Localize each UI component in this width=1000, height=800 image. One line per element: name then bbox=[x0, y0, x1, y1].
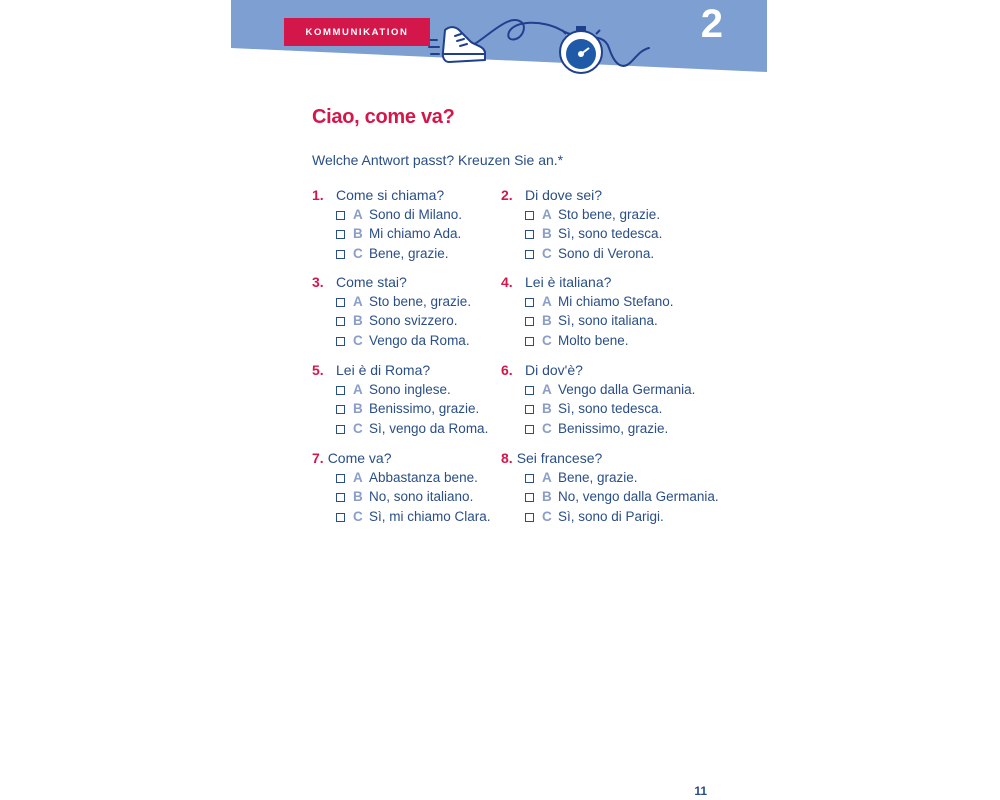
option-letter: B bbox=[353, 489, 363, 505]
option-letter: A bbox=[542, 207, 552, 222]
question-number: 3. bbox=[312, 274, 324, 290]
answer-option[interactable] bbox=[501, 331, 741, 350]
option-text: Sto bene, grazie. bbox=[558, 207, 661, 222]
question-number: 1. bbox=[312, 187, 324, 203]
option-letter: C bbox=[353, 245, 363, 261]
question-8 bbox=[501, 449, 741, 526]
option-letter: B bbox=[353, 226, 363, 242]
option-text: Sono inglese. bbox=[369, 382, 451, 397]
checkbox[interactable] bbox=[525, 386, 534, 395]
answer-option[interactable] bbox=[501, 380, 741, 399]
option-text: Mi chiamo Stefano. bbox=[558, 294, 674, 309]
header-banner bbox=[231, 0, 767, 80]
question-header bbox=[501, 449, 741, 468]
question-number: 8. bbox=[501, 450, 513, 466]
answer-option[interactable] bbox=[501, 399, 741, 418]
option-letter: A bbox=[353, 207, 363, 222]
page-number: 11 bbox=[694, 784, 707, 798]
option-text: Mi chiamo Ada. bbox=[369, 226, 462, 242]
page bbox=[231, 0, 767, 800]
option-letter: C bbox=[353, 420, 363, 436]
checkbox[interactable] bbox=[336, 425, 345, 434]
option-letter: C bbox=[542, 420, 552, 436]
option-text: Benissimo, grazie. bbox=[558, 420, 669, 436]
option-letter: A bbox=[353, 294, 363, 309]
option-letter: C bbox=[542, 508, 552, 524]
checkbox[interactable] bbox=[336, 337, 345, 346]
checkbox[interactable] bbox=[336, 317, 345, 326]
option-letter: A bbox=[353, 470, 363, 485]
question-number: 7. bbox=[312, 450, 324, 466]
checkbox[interactable] bbox=[525, 250, 534, 259]
page-title: Ciao, come va? bbox=[312, 106, 455, 128]
option-text: Abbastanza bene. bbox=[369, 470, 478, 485]
option-letter: C bbox=[353, 332, 363, 348]
option-letter: A bbox=[353, 382, 363, 397]
question-text: Di dove sei? bbox=[525, 187, 603, 203]
instruction-text: Welche Antwort passt? Kreuzen Sie an.* bbox=[312, 152, 564, 168]
answer-option[interactable] bbox=[501, 292, 741, 311]
option-letter: B bbox=[353, 401, 363, 417]
option-text: Sto bene, grazie. bbox=[369, 294, 472, 309]
option-letter: C bbox=[542, 332, 552, 348]
checkbox[interactable] bbox=[525, 298, 534, 307]
option-text: Bene, grazie. bbox=[558, 470, 638, 485]
answer-option[interactable] bbox=[501, 468, 741, 487]
option-text: Sì, sono tedesca. bbox=[558, 401, 663, 417]
answer-option[interactable] bbox=[501, 244, 741, 263]
option-letter: A bbox=[542, 294, 552, 309]
option-text: Vengo da Roma. bbox=[369, 332, 470, 348]
checkbox[interactable] bbox=[336, 493, 345, 502]
question-text: Sei francese? bbox=[516, 450, 603, 466]
answer-option[interactable] bbox=[501, 507, 741, 526]
answer-option[interactable] bbox=[501, 419, 741, 438]
option-text: Benissimo, grazie. bbox=[369, 401, 480, 417]
checkbox[interactable] bbox=[525, 474, 534, 483]
checkbox[interactable] bbox=[336, 250, 345, 259]
checkbox[interactable] bbox=[336, 298, 345, 307]
question-text: Come stai? bbox=[336, 274, 407, 290]
question-number: 4. bbox=[501, 274, 513, 290]
question-text: Di dov'è? bbox=[525, 362, 583, 378]
option-text: Bene, grazie. bbox=[369, 245, 449, 261]
question-number: 6. bbox=[501, 362, 513, 378]
question-header bbox=[501, 273, 741, 292]
option-text: Sì, sono di Parigi. bbox=[558, 508, 664, 524]
option-letter: B bbox=[542, 226, 552, 242]
option-letter: B bbox=[542, 313, 552, 329]
question-text: Lei è italiana? bbox=[525, 274, 612, 290]
question-text: Come si chiama? bbox=[336, 187, 445, 203]
option-letter: A bbox=[542, 382, 552, 397]
question-4 bbox=[501, 273, 741, 350]
question-header bbox=[501, 361, 741, 380]
checkbox[interactable] bbox=[525, 337, 534, 346]
answer-option[interactable] bbox=[501, 487, 741, 506]
option-letter: C bbox=[353, 508, 363, 524]
answer-option[interactable] bbox=[501, 311, 741, 330]
checkbox[interactable] bbox=[336, 474, 345, 483]
chapter-number: 2 bbox=[700, 2, 723, 46]
option-text: Molto bene. bbox=[558, 332, 629, 348]
option-text: No, vengo dalla Germania. bbox=[558, 489, 719, 505]
option-text: Sì, sono tedesca. bbox=[558, 226, 663, 242]
answer-option[interactable] bbox=[501, 205, 741, 224]
question-6 bbox=[501, 361, 741, 438]
checkbox[interactable] bbox=[336, 513, 345, 522]
option-text: Sono di Verona. bbox=[558, 245, 655, 261]
checkbox[interactable] bbox=[525, 211, 534, 220]
option-text: Sì, mi chiamo Clara. bbox=[369, 508, 491, 524]
option-text: Sì, sono italiana. bbox=[558, 313, 658, 329]
question-text: Lei è di Roma? bbox=[336, 362, 431, 378]
option-text: Sono di Milano. bbox=[369, 207, 463, 222]
section-label: KOMMUNIKATION bbox=[284, 18, 430, 46]
option-letter: A bbox=[542, 470, 552, 485]
checkbox[interactable] bbox=[525, 425, 534, 434]
option-letter: B bbox=[542, 401, 552, 417]
option-text: Sì, vengo da Roma. bbox=[369, 420, 489, 436]
answer-option[interactable] bbox=[501, 224, 741, 243]
option-text: No, sono italiano. bbox=[369, 489, 474, 505]
question-header bbox=[501, 186, 741, 205]
checkbox[interactable] bbox=[525, 405, 534, 414]
checkbox[interactable] bbox=[525, 230, 534, 239]
question-2 bbox=[501, 186, 741, 263]
checkbox[interactable] bbox=[525, 513, 534, 522]
option-text: Vengo dalla Germania. bbox=[558, 382, 696, 397]
checkbox[interactable] bbox=[525, 493, 534, 502]
checkbox[interactable] bbox=[336, 211, 345, 220]
option-letter: B bbox=[353, 313, 363, 329]
checkbox[interactable] bbox=[336, 386, 345, 395]
checkbox[interactable] bbox=[336, 230, 345, 239]
stopwatch-icon bbox=[560, 26, 602, 73]
option-letter: B bbox=[542, 489, 552, 505]
checkbox[interactable] bbox=[336, 405, 345, 414]
option-letter: C bbox=[542, 245, 552, 261]
question-number: 5. bbox=[312, 362, 324, 378]
question-text: Come va? bbox=[327, 450, 392, 466]
checkbox[interactable] bbox=[525, 317, 534, 326]
option-text: Sono svizzero. bbox=[369, 313, 458, 329]
question-number: 2. bbox=[501, 187, 513, 203]
